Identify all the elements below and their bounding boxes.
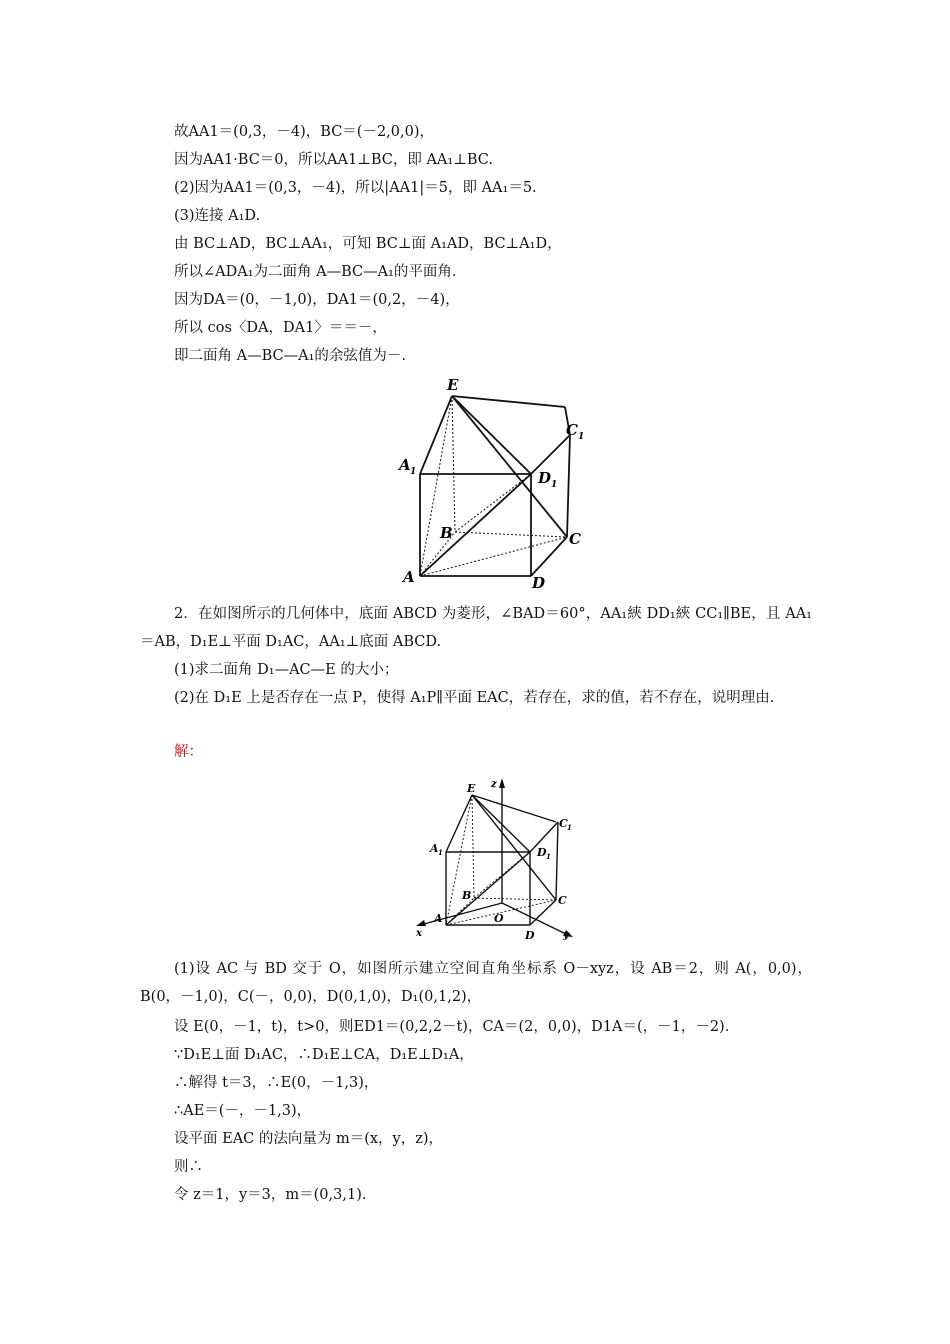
text-line: (3)连接 A₁D. [174, 208, 261, 224]
solution-step: 设 E(0，－1，t)，t>0，则ED1＝(0,2,2－t)，CA＝(2，0,0)，D1A＝(，－1，－2). [174, 1019, 730, 1035]
vertex-label-d1-sub: 1 [551, 480, 558, 490]
axis-label-y: y [563, 930, 569, 941]
text-line: 因为DA＝(0，－1,0)，DA1＝(0,2，－4)， [174, 292, 460, 308]
solution-step: (1)设 AC 与 BD 交于 O，如图所示建立空间直角坐标系 O－xyz，设 AB＝2，则 A(，0,0)，B(0，－1,0)，C(－，0,0)，D(0,1,0)，D₁(0,1,2)， [140, 961, 812, 1005]
question-2: (2)在 D₁E 上是否存在一点 P，使得 A₁P∥平面 EAC，若存在，求的值，若不存在，说明理由. [174, 690, 775, 706]
solution-step: ∴解得 t＝3，∴E(0，－1,3)， [174, 1075, 379, 1091]
vertex-label-c1-sub: 1 [567, 823, 572, 832]
solution-step: 设平面 EAC 的法向量为 m＝(x，y，z)， [174, 1131, 444, 1147]
vertex-label-c1-sub: 1 [578, 432, 585, 442]
vertex-label-d1: D [537, 846, 547, 859]
text-line: 由 BC⊥AD，BC⊥AA₁，可知 BC⊥面 A₁AD，BC⊥A₁D， [174, 236, 562, 252]
text-line: 即二面角 A—BC—A₁的余弦值为－. [174, 348, 406, 364]
vertex-label-d1-sub: 1 [546, 852, 551, 861]
axis-label-z: z [491, 779, 497, 790]
solution-step: ∴AE＝(－，－1,3)， [174, 1103, 312, 1119]
geometry-figure-2 [410, 772, 590, 942]
vertex-label-c1: C [559, 817, 568, 830]
text-line: 所以∠ADA₁为二面角 A—BC—A₁的平面角. [174, 264, 457, 280]
point-label-o: O [494, 912, 504, 925]
problem-statement: 2．在如图所示的几何体中，底面 ABCD 为菱形，∠BAD＝60°，AA₁綊 DD₁綊 CC₁∥BE，且 AA₁＝AB，D₁E⊥平面 D₁AC，AA₁⊥底面 ABCD. [140, 606, 812, 650]
text-line: 因为AA1·BC＝0，所以AA1⊥BC，即 AA₁⊥BC. [174, 152, 493, 168]
geometry-figure-1 [390, 374, 600, 596]
vertex-label-a: A [403, 568, 415, 586]
vertex-label-e: E [447, 376, 459, 394]
solution-step: ∵D₁E⊥面 D₁AC，∴D₁E⊥CA，D₁E⊥D₁A， [174, 1047, 474, 1063]
solution-step: 则∴ [174, 1159, 203, 1175]
vertex-label-a1: A [399, 456, 411, 474]
text-line: 故AA1＝(0,3，－4)，BC＝(－2,0,0)， [174, 124, 434, 140]
vertex-label-a1: A [430, 842, 439, 855]
text-line: 所以 cos〈DA，DA1〉＝＝－， [174, 320, 387, 336]
vertex-label-d1: D [538, 469, 552, 487]
vertex-label-c: C [558, 894, 567, 907]
vertex-label-b: B [440, 524, 453, 542]
vertex-label-b: B [462, 889, 472, 902]
text-line: (2)因为AA1＝(0,3，－4)，所以|AA1|＝5，即 AA₁＝5. [174, 180, 537, 196]
vertex-label-a: A [434, 912, 443, 925]
vertex-label-c: C [569, 530, 581, 548]
vertex-label-c1: C [566, 421, 578, 439]
vertex-label-a1-sub: 1 [410, 467, 417, 477]
question-1: (1)求二面角 D₁—AC—E 的大小； [174, 662, 399, 678]
vertex-label-d: D [525, 929, 535, 942]
axis-label-x: x [416, 928, 422, 939]
solution-step: 令 z＝1，y＝3，m＝(0,3,1). [174, 1187, 367, 1203]
solution-label: 解： [174, 744, 203, 760]
vertex-label-e: E [467, 782, 476, 795]
vertex-label-a1-sub: 1 [438, 848, 443, 857]
vertex-label-d: D [532, 574, 546, 592]
